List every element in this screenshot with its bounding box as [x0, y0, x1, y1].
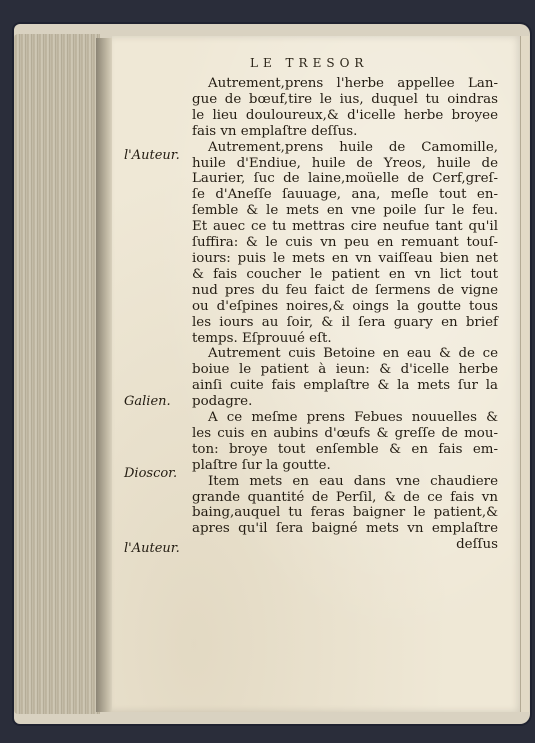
text-line: Autrement cuis Betoine en eau & de ce	[208, 346, 498, 362]
text-line: les iours au ſoir, & il ſera guary en brief	[192, 314, 498, 330]
text-line: iours: puis le mets en vn vaiſſeau bien net	[192, 250, 498, 266]
text-line: ton: broye tout enſemble & en fais em-	[192, 441, 498, 457]
text-line: & fais coucher le patient en vn lict tout	[192, 266, 498, 282]
text-line: ou d'eſpines noires,& oings la goutte tous	[192, 298, 498, 314]
text-line: le lieu douloureux,& d'icelle herbe broyee	[192, 107, 498, 123]
text-line: A ce meſme prens Febues nouuelles &	[208, 410, 498, 426]
text-line: fais vn emplaſtre deſſus.	[192, 123, 358, 139]
text-line: les cuis en aubins d'œufs & greſſe de mou-	[192, 425, 498, 441]
text-line: apres qu'il ſera baigné mets vn emplaſtre	[192, 521, 498, 537]
text-line: plaſtre ſur la goutte.	[192, 457, 331, 473]
text-line: ſuffira: & le cuis vn peu en remuant touſ-	[192, 235, 498, 251]
paragraph	[192, 76, 498, 140]
paragraph	[192, 140, 498, 347]
margin-note-dioscor: Dioscor.	[124, 466, 178, 481]
text-line: baing,auquel tu feras baigner le patient,&	[192, 505, 498, 521]
text-line: ſemble & le mets en vne poile ſur le feu.	[192, 203, 498, 219]
paragraph	[192, 410, 498, 474]
text-line: temps. Eſprouué eſt.	[192, 330, 332, 346]
margin-note-galien: Galien.	[124, 394, 171, 409]
text-line: huile d'Endiue, huile de Yreos, huile de	[192, 155, 498, 171]
text-line: Autrement,prens huile de Camomille,	[208, 139, 498, 155]
text-line: podagre.	[192, 394, 253, 410]
paragraph	[192, 474, 498, 554]
margin-note-auteur-2: l'Auteur.	[124, 541, 180, 556]
facing-page-edge	[520, 36, 529, 712]
text-line: ainſi cuite fais emplaſtre & la mets ſur la	[192, 378, 498, 394]
text-line: ſe d'Aneſſe ſauuage, ana, meſle tout en-	[192, 187, 498, 203]
text-line: deſſus	[456, 537, 498, 553]
text-line: boiue le patient à ieun: & d'icelle herbe	[192, 362, 498, 378]
margin-note-auteur: l'Auteur.	[124, 148, 180, 163]
page-text	[192, 76, 498, 553]
text-line: Item mets en eau dans vne chaudiere	[208, 473, 498, 489]
text-line: nud pres du feu faict de ſermens de vigne	[192, 282, 498, 298]
text-line: gue de bœuf,tire le ius, duquel tu oindras	[192, 91, 498, 107]
page-edges	[14, 34, 100, 714]
text-line: Autrement,prens l'herbe appellee Lan-	[208, 76, 498, 91]
running-head: LE TRESOR	[250, 56, 369, 70]
text-line: Laurier, ſuc de laine,moüelle de Cerf,greſ-	[192, 171, 498, 187]
text-line: Et auec ce tu mettras cire neufue tant qu'il	[192, 219, 498, 235]
text-line: grande quantité de Perſil, & de ce fais vn	[192, 489, 498, 505]
paragraph	[192, 346, 498, 410]
